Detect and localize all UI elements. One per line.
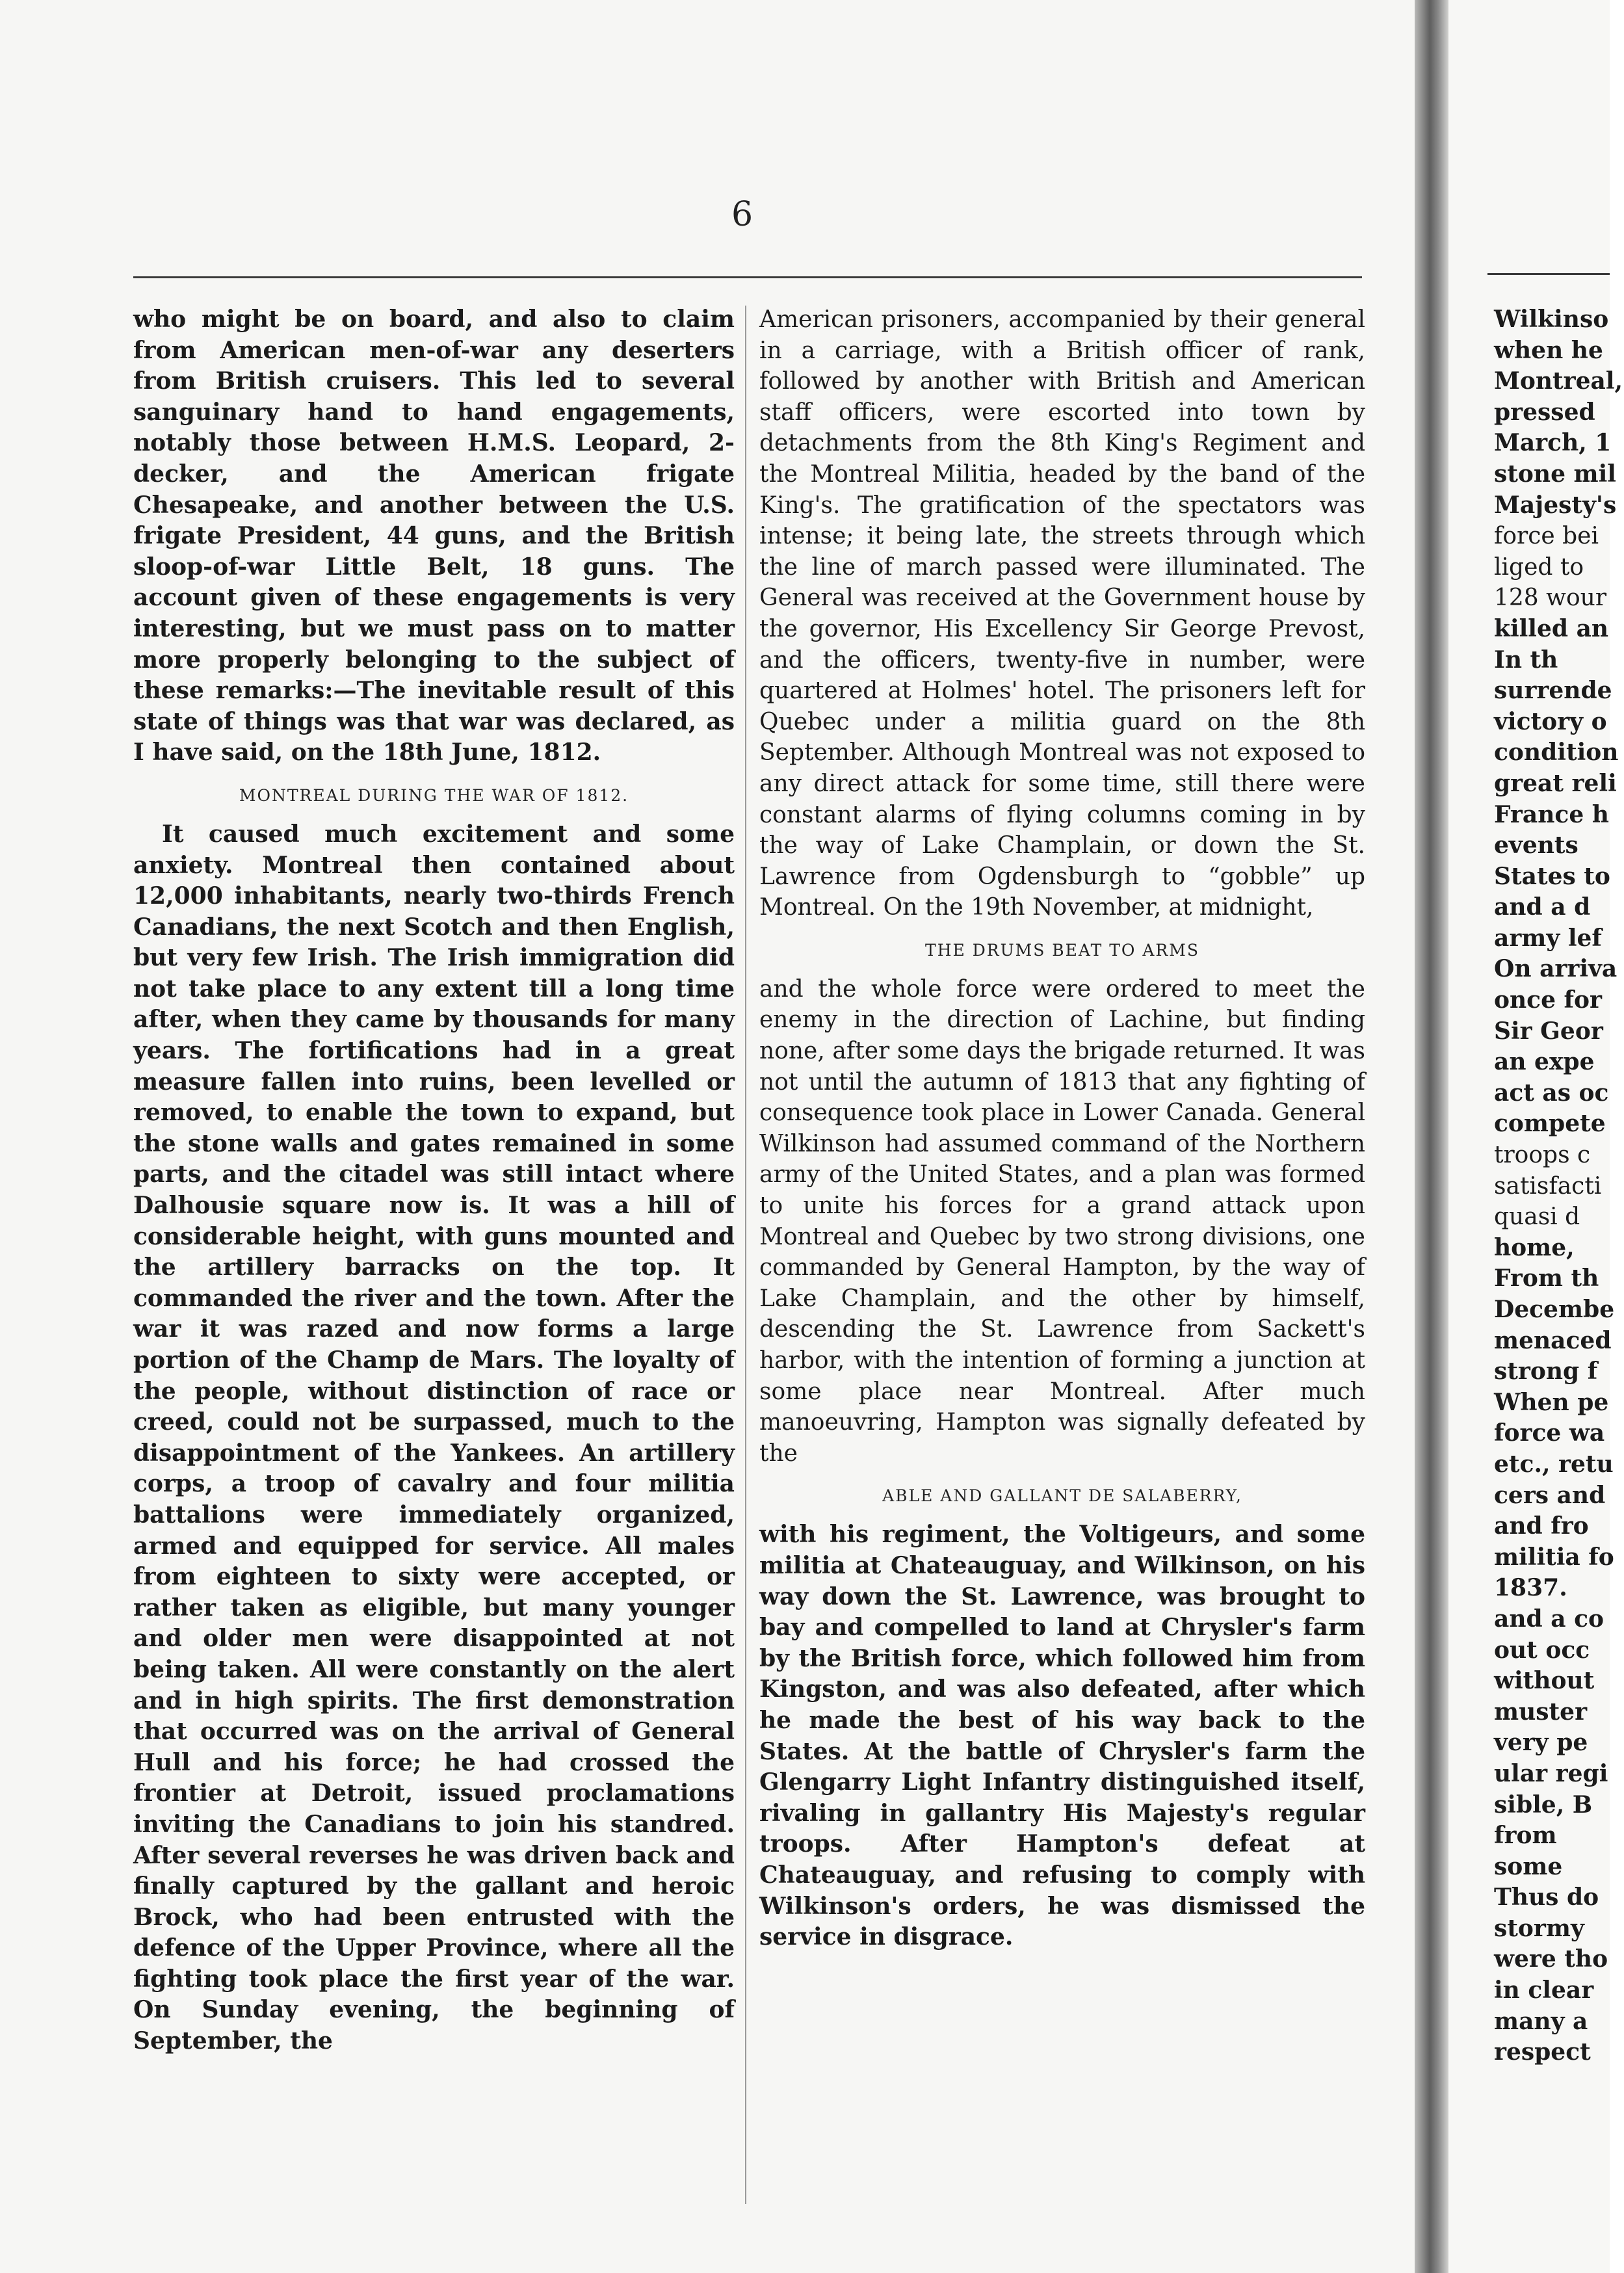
next-page-line: many a xyxy=(1494,2007,1588,2035)
header-rule xyxy=(1487,273,1610,275)
next-page-line: liged to xyxy=(1494,553,1584,581)
section-heading: MONTREAL DURING THE WAR OF 1812. xyxy=(239,785,629,805)
next-page-line: respect xyxy=(1494,2038,1591,2066)
next-page-line: muster xyxy=(1494,1698,1588,1726)
next-page-line: sible, B xyxy=(1494,1791,1593,1819)
next-page-line: surrende xyxy=(1494,677,1612,705)
header-rule xyxy=(133,276,1362,278)
next-page-line: events xyxy=(1494,832,1578,860)
section-heading: ABLE AND GALLANT DE SALABERRY, xyxy=(882,1486,1242,1506)
next-page-line: France h xyxy=(1494,800,1609,828)
next-page-line: without xyxy=(1494,1667,1595,1695)
paragraph: It caused much excitement and some anxiety. Montreal then contained about 12,000 inhabitants, nearly two-thirds French Canadians, the next Scotch and then English, but very few Irish. The Irish immigration did not take place to any extent till a long time after, when they came by thousands for many years. The fortifications had in a great measure fallen into ruins, been levelled or removed, to enable the town to expand, but the stone walls and gates remained in some parts, and the citadel was still intact where Dalhousie square now is. It was a hill of considerable height, with guns mounted and the artillery barracks on the top. It commanded the river and the town. After the war it was razed and now forms a large portion of the Champ de Mars. The loyalty of the people, without distinction of race or creed, could not be surpassed, much to the disappointment of the Yankees. An artillery corps, a troop of cavalry and four militia battalions were immediately organized, armed and equipped for service. All males from eighteen to sixty were accepted, or rather taken as eligible, but many younger and older men were disappointed at not being taken. All were constantly on the alert and in high spirits. The first demonstration that occurred was on the arrival of General Hull and his force; he had crossed the frontier at Detroit, issued proclamations inviting the Canadians to join his standred. After several reverses he was driven back and finally captured by the gallant and heroic Brock, who had been entrusted with the defence of the Upper Province, where all the fighting took place the first year of the war. On Sunday evening, the beginning of September, the xyxy=(133,820,735,2055)
next-page-line: etc., retu xyxy=(1494,1450,1614,1478)
next-page-column xyxy=(1494,304,1624,2068)
next-page-line: strong f xyxy=(1494,1358,1598,1386)
next-page-line: out occ xyxy=(1494,1636,1590,1664)
next-page-line: army lef xyxy=(1494,924,1602,952)
next-page-line: Decembe xyxy=(1494,1296,1615,1323)
next-page-line: pressed xyxy=(1494,398,1595,426)
next-page-line: some xyxy=(1494,1852,1563,1880)
next-page-line: Majesty's xyxy=(1494,491,1617,519)
next-page-line: great reli xyxy=(1494,769,1617,797)
next-page-line: and fro xyxy=(1494,1512,1589,1540)
page-number: 6 xyxy=(731,195,753,234)
next-page-line: When pe xyxy=(1494,1388,1609,1416)
next-page-line: and a co xyxy=(1494,1605,1604,1633)
next-page-line: stormy xyxy=(1494,1914,1584,1942)
next-page-line: Thus do xyxy=(1494,1884,1599,1912)
next-page-line: troops c xyxy=(1494,1142,1591,1169)
next-page-line: cers and xyxy=(1494,1481,1606,1509)
book-gutter xyxy=(1415,0,1448,2273)
next-page-line: quasi d xyxy=(1494,1203,1580,1231)
section-heading: THE DRUMS BEAT TO ARMS xyxy=(925,940,1199,960)
next-page-line: 128 wour xyxy=(1494,585,1607,612)
next-page-line: March, 1 xyxy=(1494,429,1612,457)
next-page-line: Sir Geor xyxy=(1494,1017,1603,1045)
next-page-line: victory o xyxy=(1494,707,1607,735)
paragraph: with his regiment, the Voltigeurs, and some militia at Chateauguay, and Wilkinson, on his way down the St. Lawrence, was brought to bay and compelled to land at Chrysler's farm by the British force, which followed him from Kingston, and was also defeated, after which he made the best of his way back to the States. At the battle of Chrysler's farm the Glengarry Light Infantry distinguished itself, rivaling in gallantry His Majesty's regular troops. After Hampton's defeat at Chateauguay, and refusing to comply with Wilkinson's orders, he was dismissed the service in disgrace. xyxy=(759,1521,1365,1951)
paragraph: who might be on board, and also to claim from American men-of-war any deserters from British cruisers. This led to several sanguinary hand to hand engagements, notably those between H.M.S. Leopard, 2-decker, and the American frigate Chesapeake, and another between the U.S. frigate President, 44 guns, and the British sloop-of-war Little Belt, 18 guns. The account given of these engagements is very interesting, but we must pass on to matter more properly belonging to the subject of these remarks:—The inevitable result of this state of things was that war was declared, as I have said, on the 18th June, 1812. xyxy=(133,306,735,767)
next-page-line: ular regi xyxy=(1494,1759,1608,1787)
next-page-line: act as oc xyxy=(1494,1079,1609,1107)
next-page-line: killed an xyxy=(1494,614,1609,642)
next-page-line: an expe xyxy=(1494,1048,1595,1076)
next-page-line: force bei xyxy=(1494,523,1599,550)
left-column xyxy=(133,304,735,2057)
next-page-line: home, xyxy=(1494,1233,1575,1261)
next-page-line: force wa xyxy=(1494,1419,1605,1447)
next-page-line: Montreal, xyxy=(1494,367,1623,395)
column-divider xyxy=(745,306,746,2204)
next-page-line: In th xyxy=(1494,646,1558,674)
next-page-line: Wilkinso xyxy=(1494,306,1609,333)
right-column xyxy=(759,304,1365,1953)
next-page-line: From th xyxy=(1494,1265,1599,1293)
next-page-line: from xyxy=(1494,1822,1557,1850)
next-page-line: in clear xyxy=(1494,1977,1594,2004)
next-page-line: States to xyxy=(1494,862,1610,890)
next-page-line: menaced xyxy=(1494,1326,1612,1354)
next-page-line: and a d xyxy=(1494,893,1591,921)
next-page-line: condition xyxy=(1494,739,1619,767)
next-page-line: were tho xyxy=(1494,1945,1608,1973)
next-page-edge xyxy=(1448,0,1623,2273)
next-page-line: militia fo xyxy=(1494,1543,1614,1571)
paragraph: American prisoners, accompanied by their general in a carriage, with a British officer of rank, followed by another with British and American staff officers, were escorted into town by detachments from the 8th King's Regiment and the Montreal Militia, headed by the band of the King's. The gratification of the spectators was intense; it being late, the streets through which the line of march passed were illuminated. The General was received at the Government house by the governor, His Excellency Sir George Prevost, and the officers, twenty-five in number, were quartered at Holmes' hotel. The prisoners left for Quebec under a militia guard on the 8th September. Although Montreal was not exposed to any direct attack for some time, still there were constant alarms of flying columns coming in by the way of Lake Champlain, or down the St. Lawrence from Ogdensburgh to “gobble” up Montreal. On the 19th November, at midnight, xyxy=(759,306,1365,921)
next-page-line: On arriva xyxy=(1494,955,1617,983)
paragraph: and the whole force were ordered to meet the enemy in the direction of Lachine, but finding none, after some days the brigade returned. It was not until the autumn of 1813 that any fighting of consequence took place in Lower Canada. General Wilkinson had assumed command of the Northern army of the United States, and a plan was formed to unite his forces for a grand attack upon Montreal and Quebec by two strong divisions, one commanded by General Hampton, by the way of Lake Champlain, and the other by himself, descending the St. Lawrence from Sackett's harbor, with the intention of forming a junction at some place near Montreal. After much manoeuvring, Hampton was signally defeated by the xyxy=(759,975,1365,1467)
next-page-line: very pe xyxy=(1494,1729,1588,1757)
next-page-line: 1837. xyxy=(1494,1574,1567,1602)
next-page-line: compete xyxy=(1494,1110,1606,1138)
next-page-line: satisfacti xyxy=(1494,1172,1602,1200)
next-page-line: once for xyxy=(1494,986,1603,1014)
next-page-line: stone mil xyxy=(1494,460,1616,488)
next-page-line: when he xyxy=(1494,336,1603,364)
